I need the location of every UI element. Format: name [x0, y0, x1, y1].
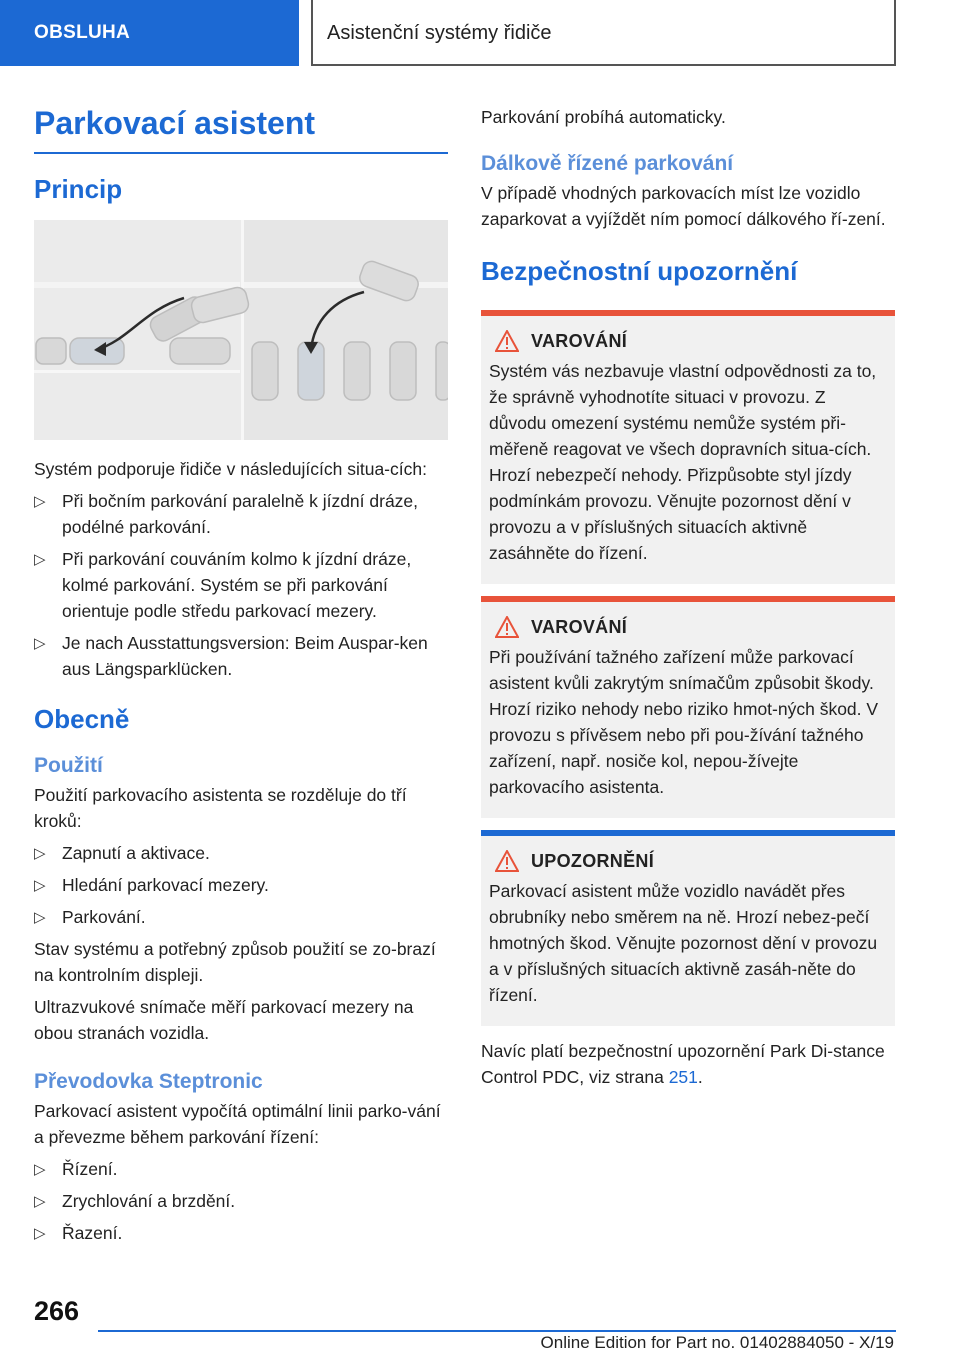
warning-text: Při používání tažného zařízení může parkovací asistent kvůli zakrytým snímačům způsobit škody. Hrozí riziko nehody nebo riziko hmot-ných škod. V provozu s přívěsem nebo při pou-žívání tažného zařízení, např. nosiče kol, nepou-žívejte parkovacího asistenta. [489, 647, 879, 797]
page-link[interactable]: 251 [668, 1067, 698, 1087]
triangle-bullet-icon: ▷ [34, 551, 46, 568]
warning-box [481, 310, 895, 584]
warning-text: Systém vás nezbavuje vlastní odpovědnosti za to, že správně vyhodnotíte situaci v provozu. Z důvodu omezení systému nemůže systém při-měřeně reagovat ve všech dopravních situa-cích. Hrozí nebezpečí nehody. Přizpůsobte styl jízdy podmínkám provozu. Věnujte pozornost dění v provozu a v příslušných situacích aktivně zasáhněte do řízení. [489, 361, 877, 563]
warning-triangle-icon [495, 330, 519, 352]
triangle-bullet-icon: ▷ [34, 845, 46, 862]
notice-box [481, 830, 895, 1026]
principle-list [34, 488, 448, 682]
chapter-title: Asistenční systémy řidiče [311, 0, 896, 66]
page-number: 266 [34, 1296, 80, 1326]
triangle-bullet-icon: ▷ [34, 877, 46, 894]
use-heading: Použití [34, 754, 103, 777]
remote-heading: Dálkově řízené parkování [481, 152, 734, 175]
pdc-reference: Navíc platí bezpečnostní upozornění Park Di-stance Control PDC, viz strana 251. [481, 1041, 885, 1087]
left-column [34, 100, 448, 1252]
triangle-bullet-icon: ▷ [34, 1225, 46, 1242]
steptronic-heading: Převodovka Steptronic [34, 1070, 263, 1093]
section-tab: OBSLUHA [0, 0, 299, 66]
triangle-bullet-icon: ▷ [34, 909, 46, 926]
triangle-bullet-icon: ▷ [34, 1161, 46, 1178]
warning-title: VAROVÁNÍ [531, 616, 628, 637]
notice-text: Parkovací asistent může vozidlo navádět přes obrubníky nebo směrem na ně. Hrozí nebez-pečí hmotných škod. Věnujte pozornost dění v provozu a v příslušných situacích aktivně zasáh-něte do řízení. [489, 881, 878, 1005]
page-title: Parkovací asistent [34, 100, 448, 154]
list-item: ▷ Parkování. [34, 904, 448, 930]
principle-text: Systém podporuje řidiče v následujících situa-cích: [34, 459, 427, 479]
auto-text: Parkování probíhá automaticky. [481, 107, 726, 127]
warning-title: VAROVÁNÍ [531, 330, 628, 351]
edition-text: Online Edition for Part no. 01402884050 - X/19 [540, 1333, 894, 1352]
list-item: ▷ Při parkování couváním kolmo k jízdní dráze, kolmé parkování. Systém se při parkování orientuje podle středu parkovací mezery. [34, 549, 412, 621]
use-text-2: Stav systému a potřebný způsob použití se zo-brazí na kontrolním displeji. [34, 939, 436, 985]
steptronic-list [34, 1156, 448, 1246]
safety-heading: Bezpečnostní upozornění [481, 256, 798, 286]
steptronic-text: Parkovací asistent vypočítá optimální linii parko-vání a převezme během parkování řízení: [34, 1101, 441, 1147]
notice-title: UPOZORNĚNÍ [531, 850, 655, 871]
list-item: ▷ Zrychlování a brzdění. [34, 1188, 448, 1214]
remote-text: V případě vhodných parkovacích míst lze vozidlo zaparkovat a vyjíždět ním pomocí dálkového ří-zení. [481, 183, 886, 229]
page-header [0, 0, 960, 66]
triangle-bullet-icon: ▷ [34, 1193, 46, 1210]
warning-header [495, 616, 887, 638]
use-text: Použití parkovacího asistenta se rozděluje do tří kroků: [34, 785, 407, 831]
use-text-3: Ultrazvukové snímače měří parkovací mezery na obou stranách vozidla. [34, 997, 414, 1043]
list-item: ▷ Při bočním parkování paralelně k jízdní dráze, podélné parkování. [34, 491, 419, 537]
footer-divider [98, 1330, 896, 1332]
triangle-bullet-icon: ▷ [34, 635, 46, 652]
parking-illustration [34, 220, 448, 440]
right-column [481, 100, 895, 1090]
list-item: ▷ Řazení. [34, 1220, 448, 1246]
list-item: ▷ Řízení. [34, 1156, 448, 1182]
list-item: ▷ Je nach Ausstattungsversion: Beim Auspar-ken aus Längsparklücken. [34, 633, 428, 679]
use-list [34, 840, 448, 930]
general-heading: Obecně [34, 704, 130, 734]
notice-triangle-icon [495, 850, 519, 872]
principle-heading: Princip [34, 174, 123, 204]
parking-diagram-image [34, 220, 448, 440]
warning-box [481, 596, 895, 818]
list-item: ▷ Hledání parkovací mezery. [34, 872, 448, 898]
warning-triangle-icon [495, 616, 519, 638]
list-item: ▷ Zapnutí a aktivace. [34, 840, 448, 866]
warning-header [495, 330, 887, 352]
triangle-bullet-icon: ▷ [34, 493, 46, 510]
notice-header [495, 850, 887, 872]
